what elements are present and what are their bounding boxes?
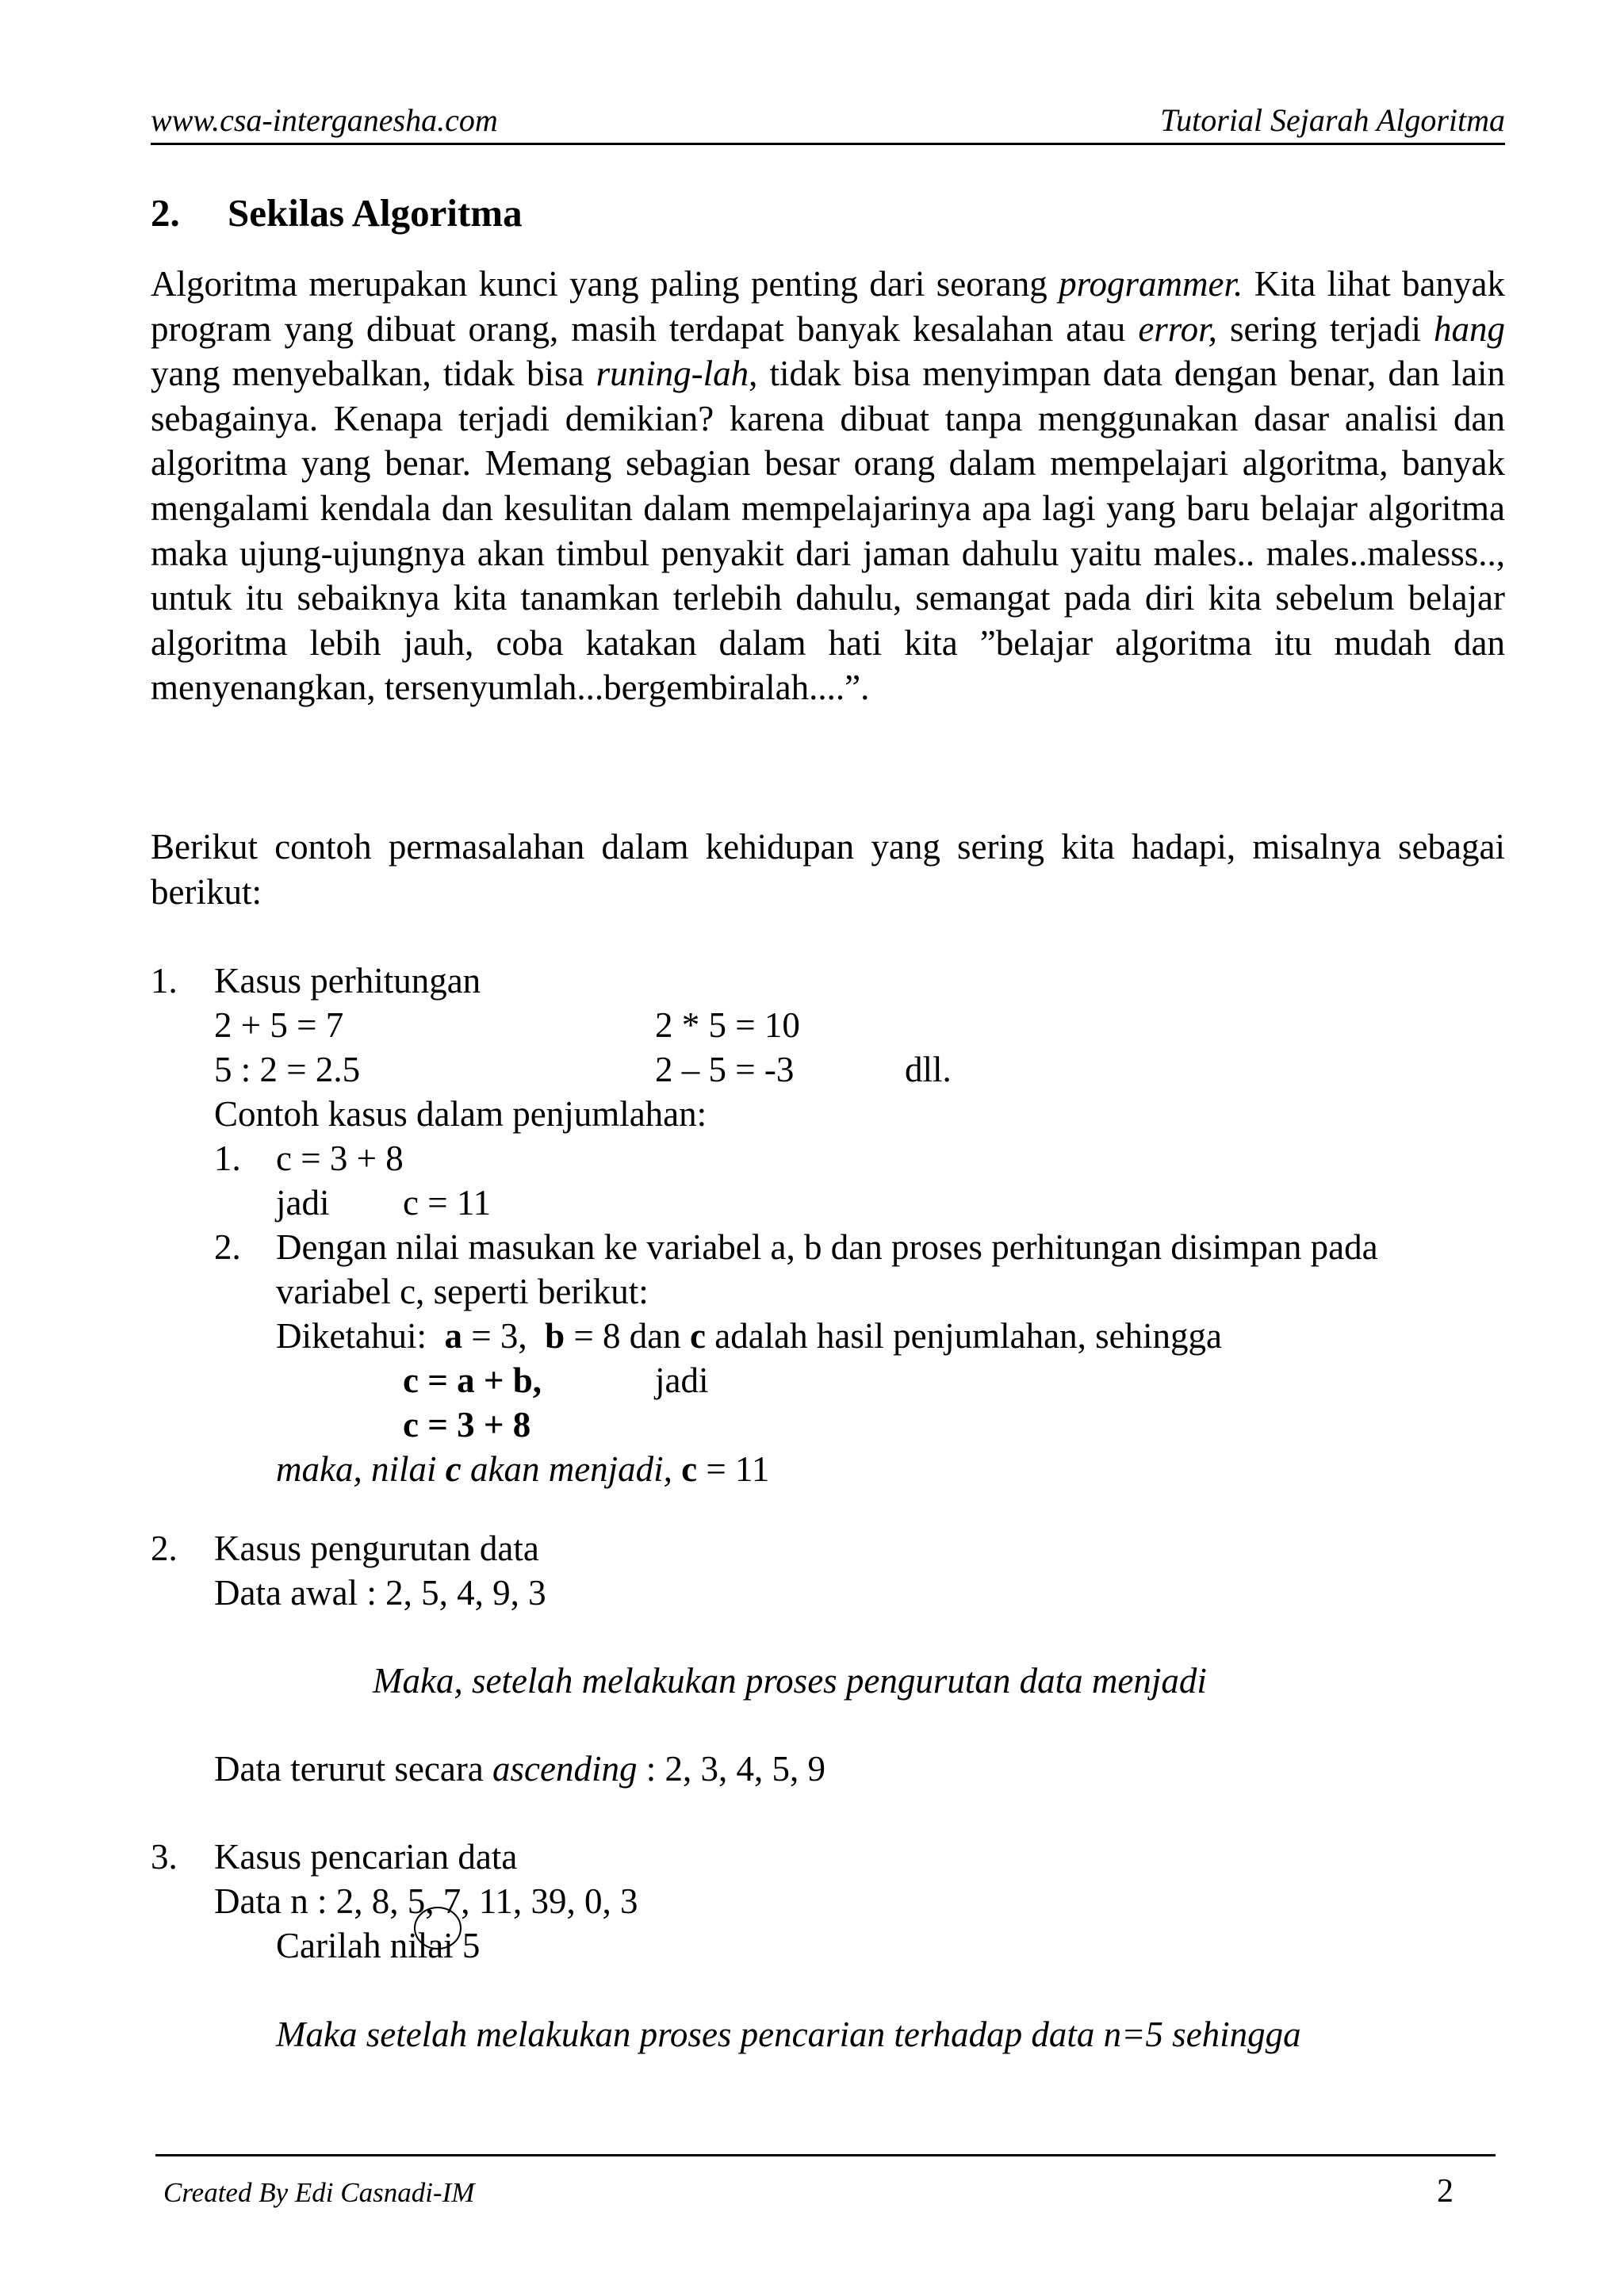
header-rule (151, 143, 1505, 145)
case1-sub1-number: 1. (214, 1138, 241, 1178)
case1-formula-jadi: jadi (655, 1360, 709, 1400)
case1-substitution: c = 3 + 8 (403, 1405, 531, 1445)
header-title: Tutorial Sejarah Algoritma (1160, 102, 1505, 138)
case3-title: Kasus pencarian data (214, 1837, 518, 1877)
case3-after-text: Maka setelah melakukan proses pencarian terhadap data n=5 sehingga (276, 2015, 1301, 2054)
case1-eq-add: 2 + 5 = 7 (214, 1005, 344, 1045)
section-title: Sekilas Algoritma (228, 191, 523, 235)
case1-subtitle: Contoh kasus dalam penjumlahan: (214, 1094, 707, 1134)
case1-eq-div: 5 : 2 = 2.5 (214, 1050, 361, 1089)
example-intro-paragraph: Berikut contoh permasalahan dalam kehidupan yang sering kita hadapi, misalnya sebagai berikut: (151, 827, 1505, 912)
case2-after-text: Maka, setelah melakukan proses pengurutan data menjadi (373, 1661, 1207, 1701)
section-number: 2. (151, 191, 180, 235)
case1-eq-sub: 2 – 5 = -3 (655, 1050, 795, 1089)
footer-author: Created By Edi Casnadi-IM (163, 2177, 475, 2208)
case1-title: Kasus perhitungan (214, 961, 481, 1001)
case3-data: Data n : 2, 8, 5, 7, 11, 39, 0, 3 (214, 1881, 638, 1921)
case2-number: 2. (151, 1529, 178, 1568)
header-website: www.csa-interganesha.com (151, 102, 498, 138)
case1-formula: c = a + b, (403, 1360, 542, 1400)
case2-title: Kasus pengurutan data (214, 1529, 539, 1568)
case1-etc: dll. (905, 1050, 952, 1089)
case1-sub1-jadi: jadi (276, 1183, 330, 1223)
case1-known-line: Diketahui: a = 3, b = 8 dan c adalah hasil penjumlahan, sehingga (276, 1316, 1223, 1356)
page-number: 2 (1437, 2173, 1454, 2210)
case2-sorted-data: Data terurut secara ascending : 2, 3, 4, 5, 9 (214, 1749, 826, 1789)
case1-number: 1. (151, 961, 178, 1001)
intro-paragraph: Algoritma merupakan kunci yang paling penting dari seorang programmer. Kita lihat banyak program yang dibuat orang, masih terdapat banyak kesalahan atau error, sering terjadi hang yang menyebalkan, tidak bisa runing-lah, tidak bisa menyimpan data dengan benar, dan lain sebagainya. Kenapa terjadi demikian? karena dibuat tanpa menggunakan dasar analisi dan algoritma yang benar. Memang sebagian besar orang dalam mempelajari algoritma, banyak mengalami kendala dan kesulitan dalam mempelajarinya apa lagi yang baru belajar algoritma maka ujung-ujungnya akan timbul penyakit dari jaman dahulu yaitu males.. males..malesss.., untuk itu sebaiknya kita tanamkan terlebih dahulu, semangat pada diri kita sebelum belajar algoritma lebih jauh, coba katakan dalam hati kita ”belajar algoritma itu mudah dan menyenangkan, tersenyumlah...bergembiralah....”. (151, 264, 1505, 708)
case2-initial-data: Data awal : 2, 5, 4, 9, 3 (214, 1573, 546, 1613)
case1-sub1-result: c = 11 (403, 1183, 492, 1223)
case1-sub2-line2: variabel c, seperti berikut: (276, 1272, 649, 1311)
case1-sub2-number: 2. (214, 1227, 241, 1267)
footer-rule (155, 2154, 1496, 2156)
case1-conclusion: maka, nilai c akan menjadi, c = 11 (276, 1449, 770, 1489)
case1-eq-mul: 2 * 5 = 10 (655, 1005, 800, 1045)
case1-sub2-line1: Dengan nilai masukan ke variabel a, b dan proses perhitungan disimpan pada (276, 1227, 1378, 1267)
case3-number: 3. (151, 1837, 178, 1877)
case3-find: Carilah nilai 5 (276, 1926, 481, 1965)
case1-sub1-equation: c = 3 + 8 (276, 1138, 404, 1178)
